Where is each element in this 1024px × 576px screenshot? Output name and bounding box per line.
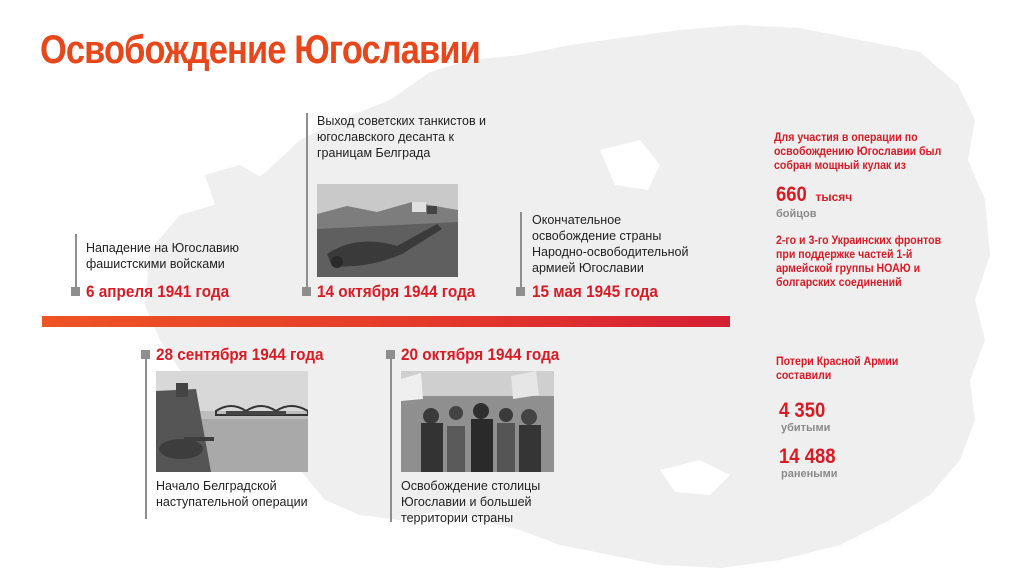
event-marker	[71, 287, 80, 296]
event-description: Окончательное освобождение страны Народно-освободительной армией Югославии	[532, 213, 689, 275]
event-description: Начало Белградской наступательной операции	[156, 479, 308, 509]
event-date: 14 октября 1944 года	[317, 282, 476, 301]
troops-unit: тысяч	[815, 190, 853, 204]
wounded-number: 14 488	[779, 445, 836, 468]
event-connector-line	[390, 359, 392, 522]
event-date: 6 апреля 1941 года	[86, 282, 230, 301]
event-date: 15 мая 1945 года	[532, 282, 658, 301]
wounded-label: ранеными	[781, 468, 838, 480]
troops-stat	[776, 184, 852, 206]
river-boats-photo	[156, 371, 308, 472]
event-marker	[141, 350, 150, 359]
event-marker	[302, 287, 311, 296]
event-marker	[516, 287, 525, 296]
event-connector-line	[145, 359, 147, 519]
event-connector-line	[75, 234, 77, 294]
losses-intro: Потери Красной Армии составили	[776, 354, 899, 382]
event-connector-line	[306, 113, 308, 293]
event-date: 28 сентября 1944 года	[156, 345, 324, 364]
event-connector-line	[520, 212, 522, 294]
troops-number: 660	[776, 183, 807, 206]
page-title: Освобождение Югославии	[40, 28, 480, 72]
event-description: Освобождение столицы Югославии и большей территории страны	[401, 479, 541, 525]
sidebar-intro: Для участия в операции по освобождению Югославии был собран мощный кулак из	[774, 130, 942, 172]
tanks-photo	[317, 184, 458, 277]
event-description: Нападение на Югославию фашистскими войсками	[86, 241, 239, 271]
troops-label: бойцов	[776, 208, 817, 220]
crowd-photo	[401, 371, 554, 472]
event-date: 20 октября 1944 года	[401, 345, 560, 364]
fronts-info: 2-го и 3-го Украинских фронтов при поддержке частей 1-й армейской группы НОАЮ и болгарских соединений	[776, 233, 942, 289]
event-description: Выход советских танкистов и югославского десанта к границам Белграда	[317, 114, 487, 160]
timeline-bar	[42, 316, 730, 327]
killed-number: 4 350	[779, 399, 826, 422]
killed-label: убитыми	[781, 422, 831, 434]
event-marker	[386, 350, 395, 359]
